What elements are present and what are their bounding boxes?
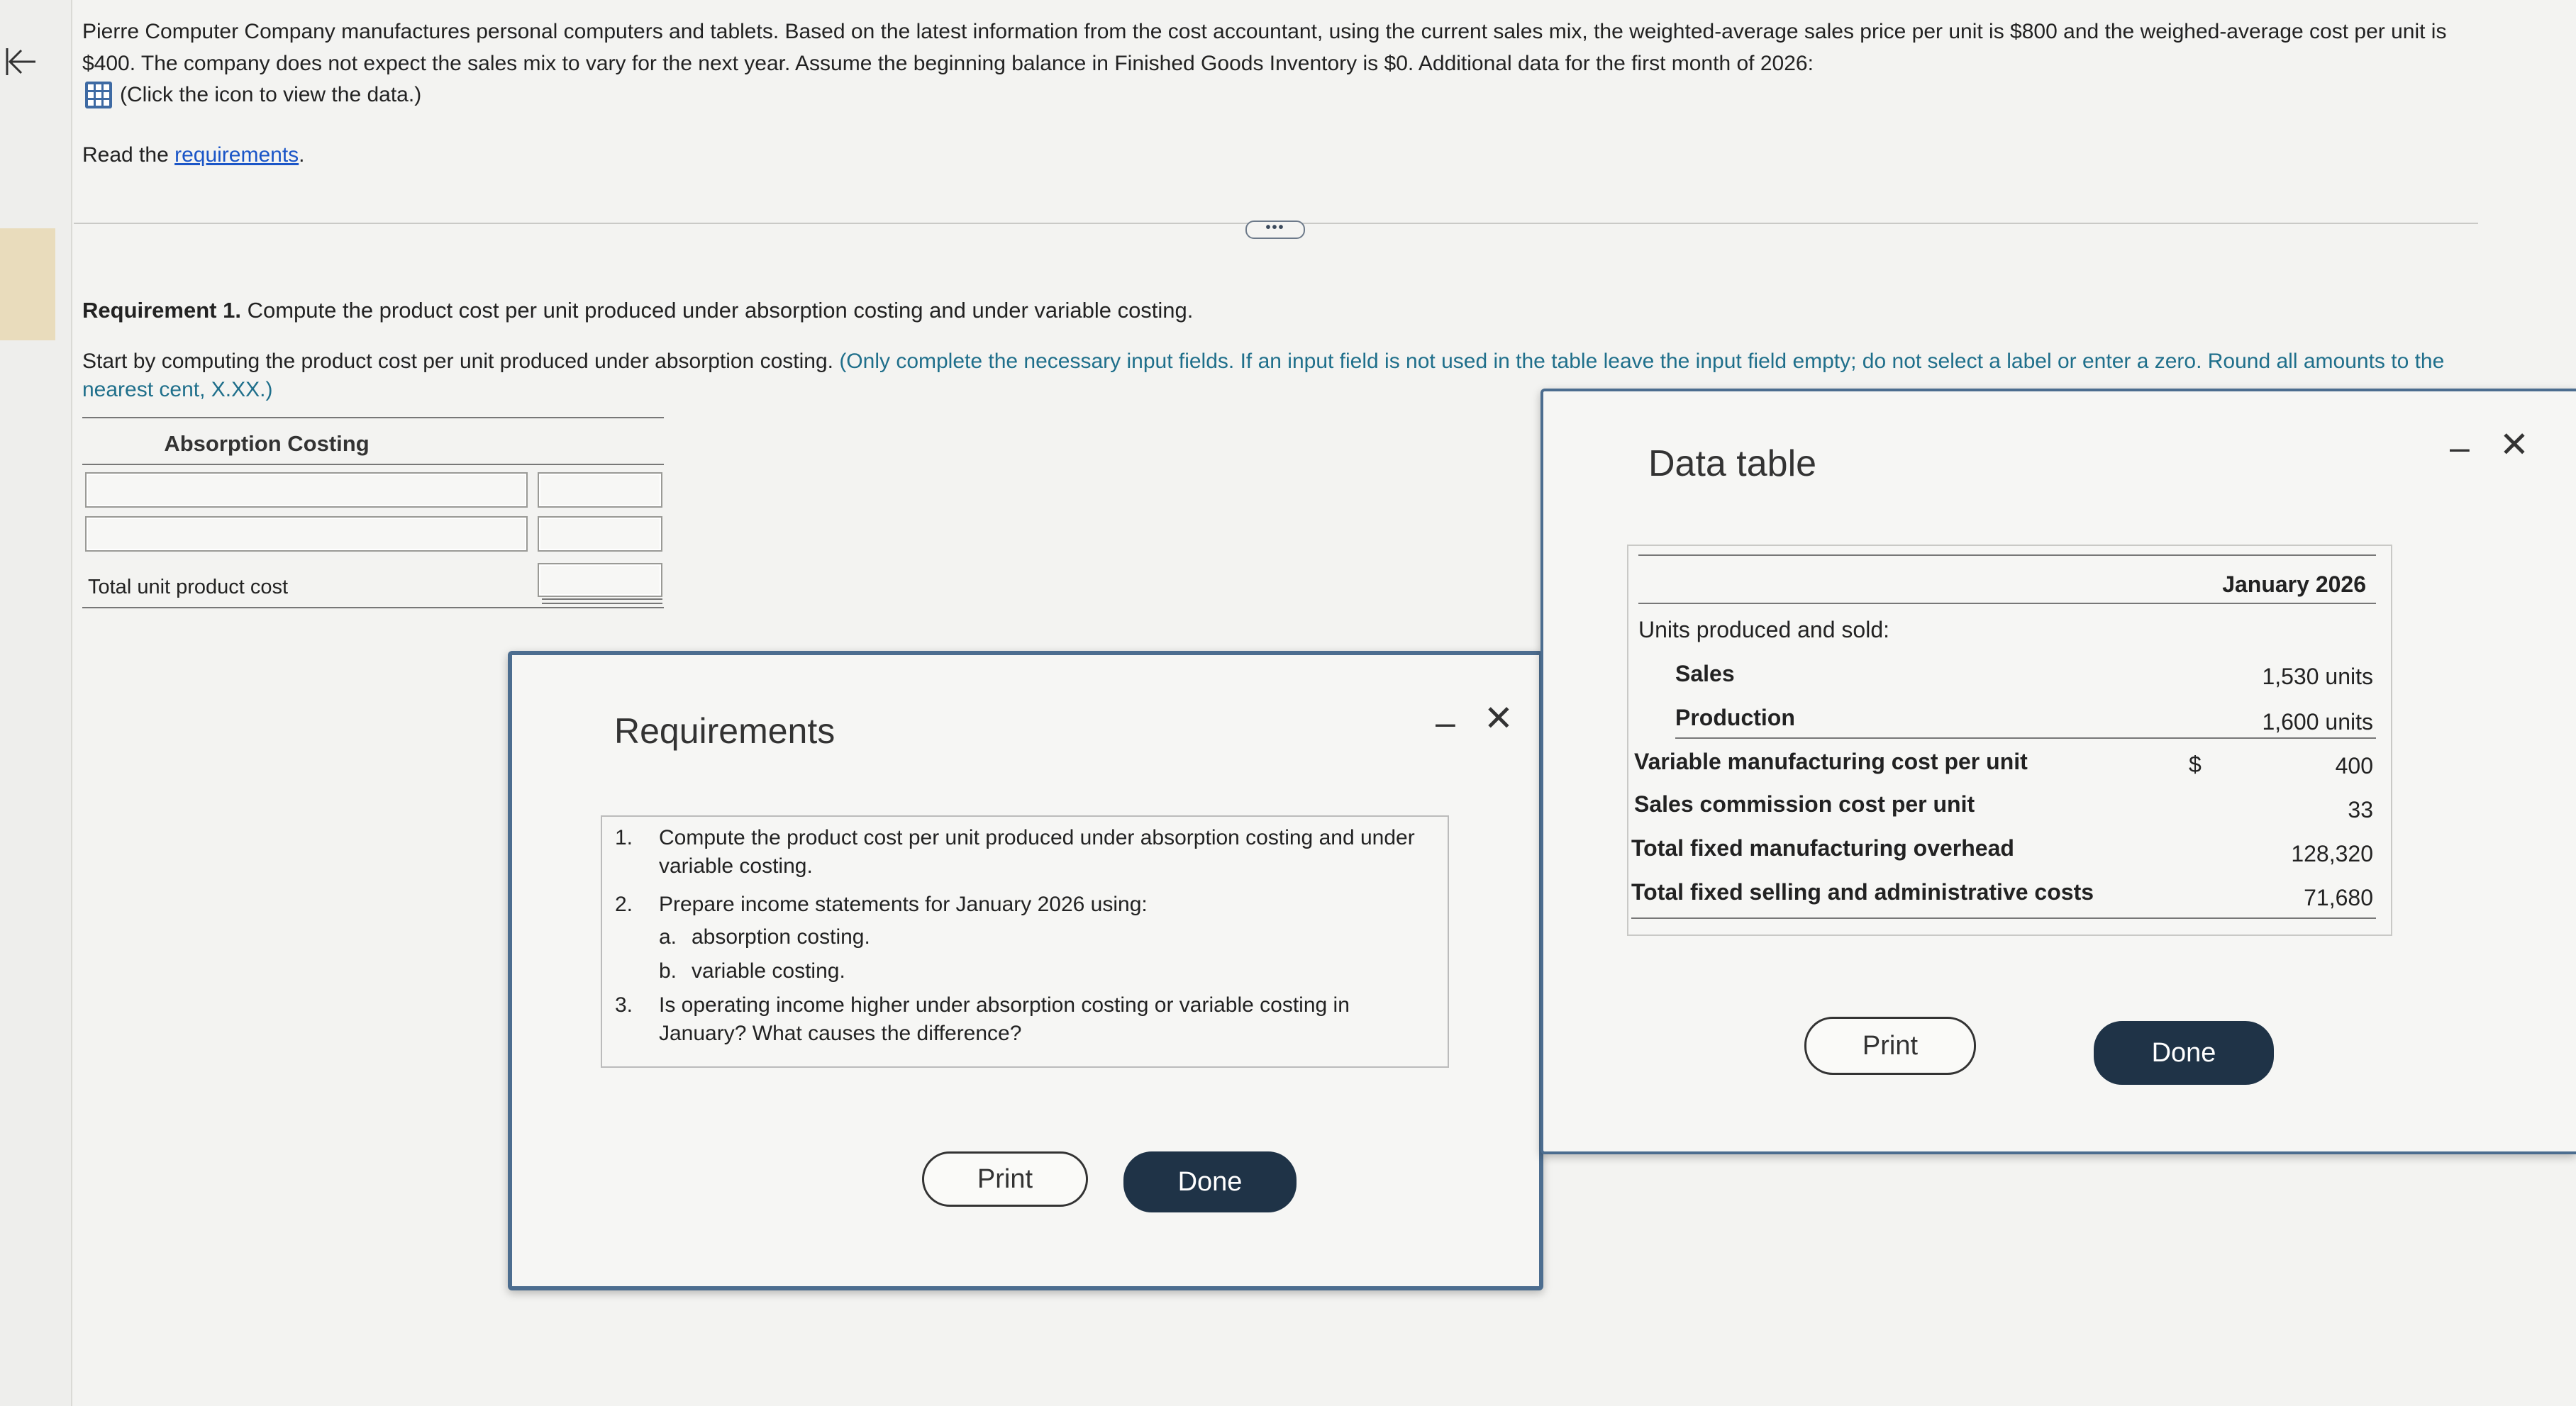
data-row-value: 71,680 (2304, 885, 2373, 910)
data-table-bottom-rule (1631, 917, 2376, 919)
requirement-1-text: Compute the product cost per unit produced under absorption costing and under variable costing. (240, 298, 1194, 323)
data-table-modal (1540, 389, 2576, 1154)
requirement-number: 2. (615, 893, 633, 916)
view-data-link-row[interactable] (84, 81, 421, 109)
problem-intro-text: Pierre Computer Company manufactures personal computers and tablets. Based on the latest information from the cost accountant, using the current sales mix, the weighted-average sales price per unit is $800 and the weighed-average cost per unit is $400. The company does not expect the sales mix to vary for the next year. Assume the beginning balance in Finished Goods Inventory is $0. Additional data for the first month of 2026: (82, 20, 2447, 75)
data-row-value: 400 (2335, 753, 2373, 779)
read-prefix: Read the (82, 143, 175, 167)
data-table-minimize-button[interactable]: ‒ (2450, 428, 2470, 467)
requirement-text: Is operating income higher under absorption costing or variable costing in January? What causes the difference? (659, 993, 1350, 1045)
requirements-close-button[interactable]: ✕ (1484, 698, 1514, 738)
row-1-label-select[interactable] (85, 472, 528, 508)
requirement-letter: b. (659, 959, 677, 983)
requirement-text: variable costing. (692, 959, 845, 983)
currency-symbol: $ (2189, 752, 2202, 777)
requirements-print-button[interactable]: Print (922, 1151, 1088, 1207)
data-table-done-button[interactable]: Done (2094, 1021, 2274, 1085)
arrow-left-icon[interactable] (3, 44, 38, 79)
data-row-value: 1,530 units (2262, 664, 2373, 689)
data-row-label: Sales (1675, 661, 1735, 686)
expand-more-button[interactable]: ••• (1245, 221, 1305, 239)
data-table-close-button[interactable]: ✕ (2499, 425, 2529, 464)
requirements-link[interactable]: requirements (174, 143, 299, 167)
instruction-start: Start by computing the product cost per unit produced under absorption costing. (82, 350, 833, 373)
requirement-text: absorption costing. (692, 925, 870, 949)
data-row-label: Total fixed manufacturing overhead (1631, 835, 2014, 861)
data-row-label: Total fixed selling and administrative costs (1631, 879, 2094, 905)
requirements-list (601, 815, 1449, 1068)
requirements-modal (508, 651, 1543, 1290)
data-table (1627, 545, 2392, 936)
table-header-rule (82, 464, 664, 465)
data-row-label: Sales commission cost per unit (1634, 791, 1975, 817)
total-double-underline (542, 598, 662, 604)
requirement-1-label: Requirement 1. (82, 298, 241, 323)
view-data-link[interactable]: (Click the icon to view the data.) (120, 83, 422, 106)
units-section-rule (1675, 737, 2376, 739)
data-table-print-button[interactable]: Print (1804, 1017, 1976, 1075)
data-table-header-rule (1638, 603, 2376, 604)
requirement-letter: a. (659, 925, 677, 949)
requirement-1-heading (82, 298, 1193, 323)
table-top-rule (82, 417, 664, 418)
requirement-text: Compute the product cost per unit produced under absorption costing and under variable costing. (659, 826, 1415, 878)
instruction-note: (Only complete the necessary input fields. If an input field is not used in the table leave the input field empty; do not select a label or enter a zero. Round all amounts to the nearest cent, X.XX.) (82, 350, 2445, 401)
requirements-done-button[interactable]: Done (1123, 1151, 1297, 1212)
total-unit-product-cost-input[interactable] (538, 563, 662, 597)
units-produced-sold-label: Units produced and sold: (1638, 617, 1889, 642)
absorption-costing-header: Absorption Costing (164, 431, 370, 456)
row-2-amount-input[interactable] (538, 516, 662, 552)
read-suffix: . (299, 143, 305, 167)
requirements-minimize-button[interactable]: ‒ (1436, 703, 1455, 742)
data-row-label: Production (1675, 705, 1795, 730)
read-requirements-row (82, 143, 305, 167)
table-grid-icon[interactable] (84, 81, 113, 109)
data-row-value: 33 (2348, 797, 2373, 822)
requirement-text: Prepare income statements for January 2026 using: (659, 893, 1148, 916)
data-row-value: 128,320 (2291, 841, 2373, 866)
data-table-top-rule (1638, 554, 2376, 556)
data-table-title: Data table (1648, 443, 1817, 484)
column-header-january-2026: January 2026 (2222, 571, 2366, 597)
rail-highlight (0, 228, 55, 340)
requirement-number: 3. (615, 993, 633, 1017)
table-bottom-rule (82, 607, 664, 608)
data-row-label: Variable manufacturing cost per unit (1634, 749, 2028, 774)
data-row-value: 1,600 units (2262, 709, 2373, 735)
main-content (82, 0, 2529, 1406)
requirement-number: 1. (615, 826, 633, 849)
left-rail (0, 0, 72, 1406)
row-1-amount-input[interactable] (538, 472, 662, 508)
row-2-label-select[interactable] (85, 516, 528, 552)
total-unit-product-cost-label: Total unit product cost (88, 576, 289, 598)
requirements-modal-title: Requirements (614, 711, 835, 751)
